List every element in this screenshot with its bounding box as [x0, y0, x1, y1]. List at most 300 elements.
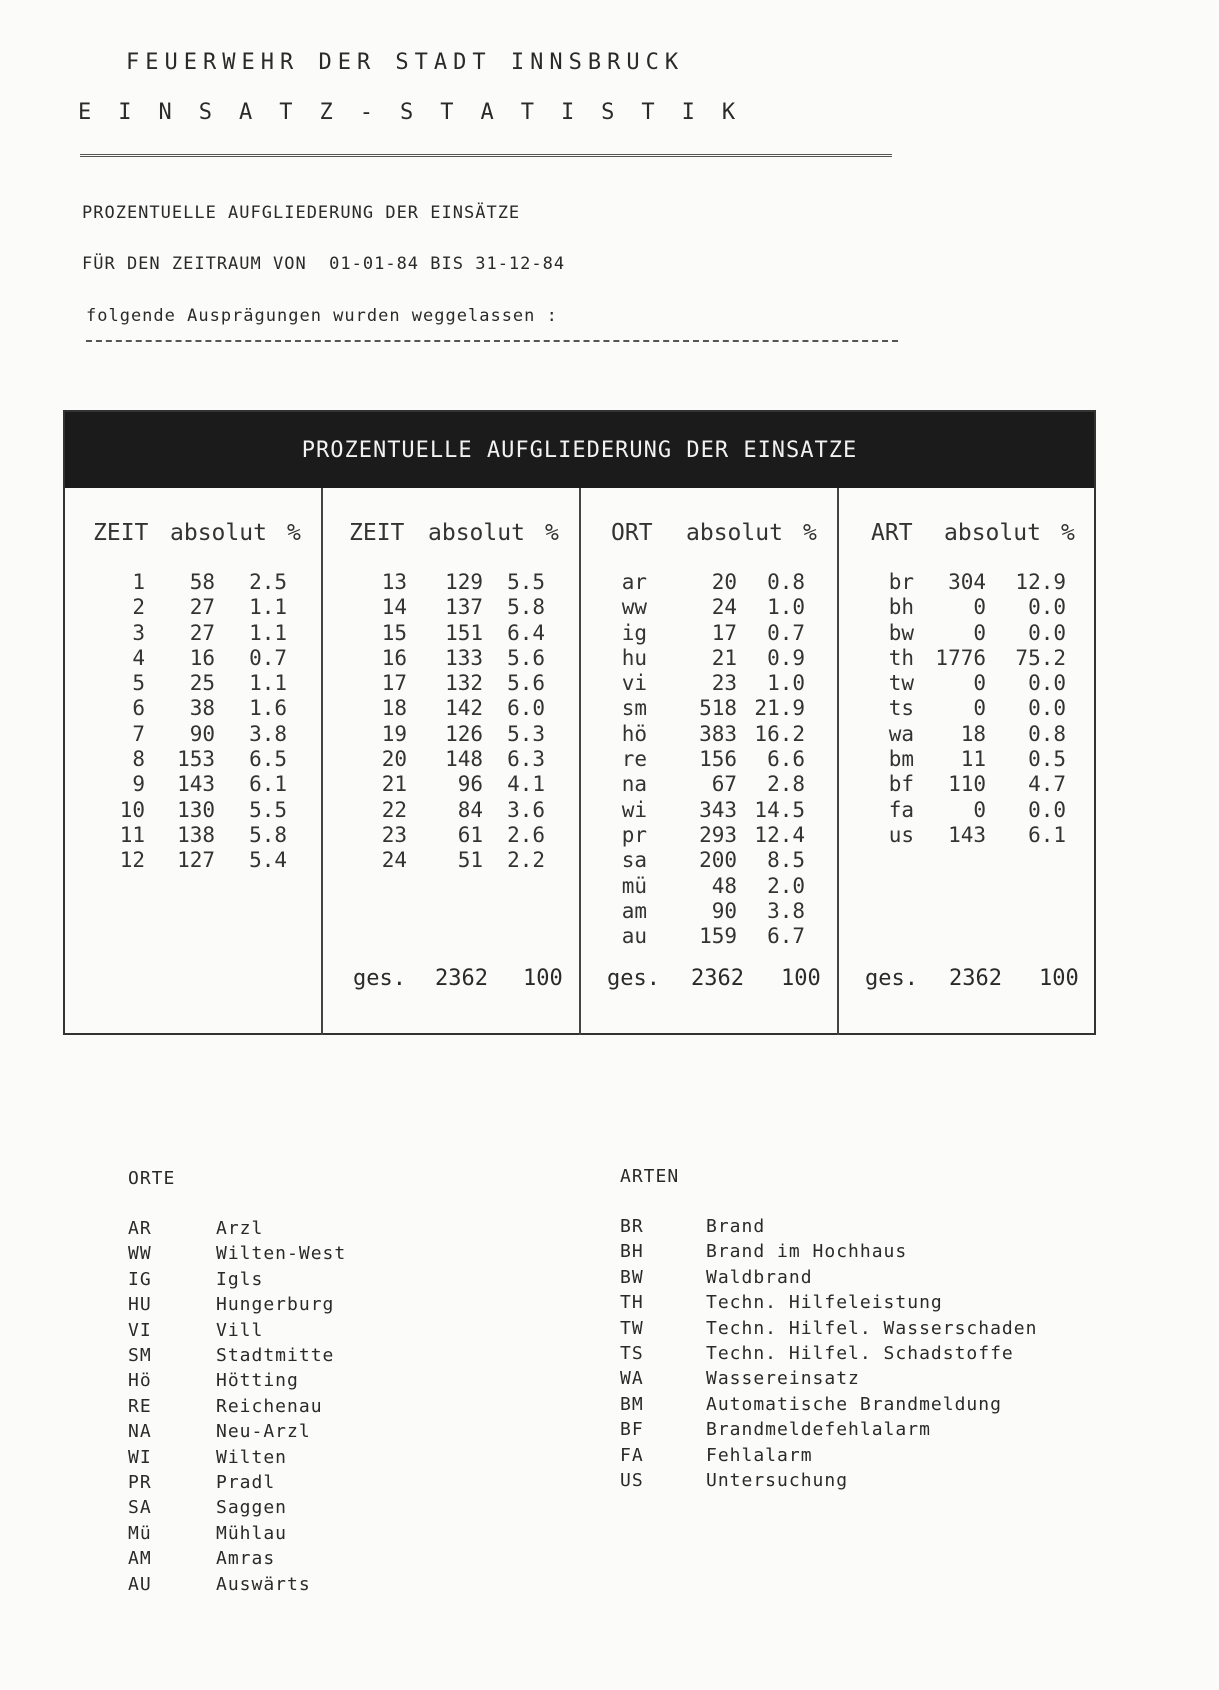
- legend-label: Vill: [216, 1319, 264, 1341]
- row-key: 5: [132, 671, 145, 696]
- row-key: bf: [888, 772, 914, 797]
- row-absolut: 21: [711, 645, 737, 670]
- row-absolut: 0: [973, 595, 986, 620]
- table-row: [323, 570, 579, 595]
- row-absolut: 11: [960, 747, 986, 772]
- row-absolut: 25: [189, 671, 215, 696]
- table-banner: PROZENTUELLE AUFGLIEDERUNG DER EINSATZE: [65, 412, 1094, 488]
- table-row: [323, 747, 579, 772]
- row-percent: 6.4: [507, 620, 545, 645]
- row-percent: 5.6: [507, 645, 545, 670]
- legend-code: WW: [128, 1243, 152, 1265]
- row-percent: 2.6: [507, 822, 545, 847]
- row-key: 2: [132, 595, 145, 620]
- header-key: ZEIT: [349, 520, 405, 546]
- row-percent: 3.6: [507, 797, 545, 822]
- table-row: [581, 621, 837, 646]
- row-key: re: [621, 747, 647, 772]
- row-absolut: 1776: [935, 645, 986, 670]
- table-row: [323, 772, 579, 797]
- table-row: [839, 621, 1094, 646]
- table-row: [65, 696, 321, 721]
- row-absolut: 24: [711, 595, 737, 620]
- row-percent: 1.0: [767, 595, 805, 620]
- table-row: [65, 798, 321, 823]
- legend-label: Saggen: [216, 1497, 288, 1519]
- row-percent: 6.3: [507, 747, 545, 772]
- row-percent: 1.1: [249, 671, 287, 696]
- row-percent: 0.5: [1028, 747, 1066, 772]
- row-key: 21: [381, 772, 407, 797]
- row-absolut: 18: [960, 721, 986, 746]
- legend-label: Waldbrand: [706, 1266, 813, 1288]
- row-key: pr: [621, 822, 647, 847]
- legend-code: US: [620, 1470, 644, 1491]
- row-percent: 6.6: [767, 747, 805, 772]
- total-absolut: 2362: [691, 966, 744, 991]
- legend-item: [128, 1548, 275, 1569]
- statistics-table: [63, 410, 1096, 1035]
- row-key: hu: [621, 645, 647, 670]
- row-absolut: 200: [699, 848, 737, 873]
- row-key: vi: [621, 671, 647, 696]
- row-absolut: 38: [189, 696, 215, 721]
- row-key: 23: [381, 822, 407, 847]
- row-percent: 2.8: [767, 772, 805, 797]
- legend-item: [620, 1419, 931, 1440]
- table-row: [65, 570, 321, 595]
- row-key: th: [888, 645, 914, 670]
- row-percent: 0.7: [767, 620, 805, 645]
- header-percent: %: [545, 520, 559, 546]
- row-percent: 0.0: [1028, 620, 1066, 645]
- row-key: 8: [132, 747, 145, 772]
- row-absolut: 151: [445, 620, 483, 645]
- legend-label: Wilten: [216, 1446, 288, 1468]
- row-absolut: 293: [699, 822, 737, 847]
- legend-item: [620, 1368, 860, 1389]
- legend-label: Stadtmitte: [216, 1345, 335, 1366]
- table-row: [65, 671, 321, 696]
- row-percent: 5.5: [507, 570, 545, 594]
- total-label: ges.: [353, 966, 406, 991]
- legend-label: Techn. Hilfel. Wasserschaden: [706, 1317, 1038, 1339]
- legend-item: [620, 1343, 1014, 1364]
- table-row: [323, 798, 579, 823]
- row-percent: 0.8: [767, 570, 805, 594]
- table-row: [581, 646, 837, 671]
- legend-label: Brand im Hochhaus: [706, 1241, 908, 1263]
- row-percent: 21.9: [754, 696, 805, 721]
- row-key: au: [621, 924, 647, 949]
- row-percent: 0.0: [1028, 595, 1066, 620]
- row-key: ts: [888, 696, 914, 721]
- legend-label: Brandmeldefehlalarm: [706, 1419, 931, 1441]
- legend-label: Reichenau: [216, 1395, 323, 1417]
- row-key: ig: [621, 620, 647, 645]
- row-percent: 6.5: [249, 747, 287, 772]
- row-key: bh: [888, 595, 914, 620]
- legend-code: TS: [620, 1343, 644, 1364]
- legend-item: [620, 1292, 943, 1313]
- period-line: FÜR DEN ZEITRAUM VON 01-01-84 BIS 31-12-84: [82, 254, 566, 274]
- legend-code: TW: [620, 1317, 644, 1339]
- legend-item: [128, 1574, 311, 1595]
- legend-code: FA: [620, 1444, 644, 1466]
- omitted-line: folgende Ausprägungen wurden weggelassen :: [86, 306, 558, 326]
- dashed-rule: [86, 340, 898, 342]
- legend-code: SA: [128, 1497, 152, 1519]
- row-percent: 5.8: [249, 822, 287, 847]
- row-key: 6: [132, 696, 145, 721]
- total-percent: 100: [781, 966, 821, 991]
- row-percent: 0.7: [249, 645, 287, 670]
- row-absolut: 20: [711, 570, 737, 594]
- table-row: [839, 595, 1094, 620]
- table-row: [581, 823, 837, 848]
- row-absolut: 343: [699, 797, 737, 822]
- legend-code: HU: [128, 1294, 152, 1316]
- total-absolut: 2362: [435, 966, 488, 991]
- total-percent: 100: [1039, 966, 1079, 991]
- legend-code: RE: [128, 1395, 152, 1417]
- legend-code: BM: [620, 1393, 644, 1415]
- legend-item: [620, 1241, 907, 1262]
- row-percent: 1.0: [767, 671, 805, 696]
- row-absolut: 0: [973, 696, 986, 721]
- legend-item: [620, 1267, 813, 1288]
- legend-item: [128, 1269, 263, 1290]
- row-key: sm: [621, 696, 647, 721]
- legend-label: Hötting: [216, 1370, 299, 1392]
- subtitle: PROZENTUELLE AUFGLIEDERUNG DER EINSÄTZE: [82, 203, 521, 223]
- row-key: 3: [132, 620, 145, 645]
- row-absolut: 142: [445, 696, 483, 721]
- row-percent: 2.2: [507, 848, 545, 873]
- row-key: 17: [381, 671, 407, 696]
- row-absolut: 143: [177, 772, 215, 797]
- row-percent: 8.5: [767, 848, 805, 873]
- zeit-column-1: [65, 488, 323, 1035]
- table-row: [839, 671, 1094, 696]
- table-row: [323, 595, 579, 620]
- arten-legend-title: ARTEN: [620, 1166, 680, 1187]
- row-percent: 5.5: [249, 797, 287, 822]
- row-key: 18: [381, 696, 407, 721]
- zeit-column-2: [323, 488, 581, 1035]
- row-absolut: 0: [973, 671, 986, 696]
- table-row: [581, 899, 837, 924]
- table-row: [839, 747, 1094, 772]
- art-column: [839, 488, 1094, 1035]
- row-absolut: 90: [711, 898, 737, 923]
- row-percent: 3.8: [767, 898, 805, 923]
- row-percent: 75.2: [1015, 645, 1066, 670]
- row-percent: 6.0: [507, 696, 545, 721]
- row-key: mü: [621, 873, 647, 898]
- row-absolut: 133: [445, 645, 483, 670]
- row-key: bw: [888, 620, 914, 645]
- row-key: 24: [381, 848, 407, 873]
- row-absolut: 0: [973, 797, 986, 822]
- row-absolut: 153: [177, 747, 215, 772]
- legend-label: Techn. Hilfel. Schadstoffe: [706, 1343, 1014, 1364]
- total-absolut: 2362: [949, 966, 1002, 991]
- legend-label: Untersuchung: [706, 1470, 849, 1491]
- legend-item: [128, 1370, 299, 1391]
- row-absolut: 48: [711, 873, 737, 898]
- legend-label: Hungerburg: [216, 1294, 335, 1316]
- table-row: [581, 848, 837, 873]
- table-row: [581, 671, 837, 696]
- row-absolut: 127: [177, 848, 215, 873]
- header-percent: %: [803, 520, 817, 546]
- table-row: [581, 924, 837, 949]
- row-percent: 2.5: [249, 570, 287, 594]
- row-percent: 14.5: [754, 797, 805, 822]
- row-key: fa: [888, 797, 914, 822]
- row-key: 7: [132, 721, 145, 746]
- legend-code: NA: [128, 1421, 152, 1443]
- legend-code: BW: [620, 1266, 644, 1288]
- row-absolut: 17: [711, 620, 737, 645]
- row-percent: 4.1: [507, 772, 545, 797]
- legend-label: Igls: [216, 1268, 264, 1290]
- double-rule: [80, 154, 892, 157]
- row-key: 9: [132, 772, 145, 797]
- table-row: [323, 671, 579, 696]
- row-key: hö: [621, 721, 647, 746]
- row-key: 1: [132, 570, 145, 594]
- row-percent: 3.8: [249, 721, 287, 746]
- row-percent: 6.1: [1028, 822, 1066, 847]
- row-percent: 1.1: [249, 595, 287, 620]
- row-absolut: 383: [699, 721, 737, 746]
- table-row: [839, 772, 1094, 797]
- legend-code: SM: [128, 1345, 152, 1366]
- legend-code: AM: [128, 1548, 152, 1570]
- row-key: bm: [888, 747, 914, 772]
- legend-label: Amras: [216, 1548, 276, 1570]
- table-row: [65, 722, 321, 747]
- row-key: us: [888, 822, 914, 847]
- row-key: sa: [621, 848, 647, 873]
- table-row: [581, 722, 837, 747]
- row-percent: 12.9: [1015, 570, 1066, 594]
- table-row: [581, 747, 837, 772]
- row-absolut: 129: [445, 570, 483, 594]
- row-percent: 2.0: [767, 873, 805, 898]
- header-key: ORT: [611, 520, 653, 546]
- row-absolut: 23: [711, 671, 737, 696]
- row-key: 16: [381, 645, 407, 670]
- table-row: [581, 798, 837, 823]
- legend-item: [620, 1394, 1002, 1415]
- row-absolut: 137: [445, 595, 483, 620]
- table-row: [65, 823, 321, 848]
- legend-label: Pradl: [216, 1472, 276, 1493]
- row-key: ar: [621, 570, 647, 594]
- table-row: [839, 823, 1094, 848]
- legend-code: Hö: [128, 1370, 152, 1392]
- table-row: [323, 848, 579, 873]
- table-row: [581, 595, 837, 620]
- row-key: 12: [119, 848, 145, 873]
- legend-label: Mühlau: [216, 1522, 288, 1544]
- header-absolut: absolut: [944, 520, 1041, 546]
- row-key: wa: [888, 721, 914, 746]
- row-percent: 5.4: [249, 848, 287, 873]
- legend-item: [620, 1445, 813, 1466]
- row-percent: 6.7: [767, 924, 805, 949]
- table-row: [839, 646, 1094, 671]
- row-absolut: 130: [177, 797, 215, 822]
- row-key: 22: [381, 797, 407, 822]
- row-key: ww: [621, 595, 647, 620]
- row-key: 13: [381, 570, 407, 594]
- row-key: 15: [381, 620, 407, 645]
- row-percent: 1.1: [249, 620, 287, 645]
- row-absolut: 110: [948, 772, 986, 797]
- header-absolut: absolut: [170, 520, 267, 546]
- row-absolut: 58: [189, 570, 215, 594]
- row-percent: 16.2: [754, 721, 805, 746]
- table-row: [65, 621, 321, 646]
- legend-item: [128, 1320, 263, 1341]
- legend-label: Neu-Arzl: [216, 1421, 311, 1443]
- row-percent: 0.0: [1028, 671, 1066, 696]
- legend-item: [128, 1421, 311, 1442]
- table-row: [581, 696, 837, 721]
- legend-code: PR: [128, 1472, 152, 1493]
- table-row: [323, 646, 579, 671]
- table-row: [839, 798, 1094, 823]
- row-absolut: 0: [973, 620, 986, 645]
- legend-item: [128, 1218, 263, 1239]
- table-row: [839, 696, 1094, 721]
- legend-item: [128, 1472, 275, 1493]
- legend-item: [620, 1318, 1037, 1339]
- header-key: ART: [871, 520, 913, 546]
- row-percent: 12.4: [754, 822, 805, 847]
- row-absolut: 148: [445, 747, 483, 772]
- row-absolut: 518: [699, 696, 737, 721]
- row-key: 14: [381, 595, 407, 620]
- row-percent: 0.9: [767, 645, 805, 670]
- table-row: [65, 772, 321, 797]
- row-absolut: 138: [177, 822, 215, 847]
- legend-label: Brand: [706, 1216, 766, 1237]
- row-absolut: 96: [457, 772, 483, 797]
- legend-code: AU: [128, 1573, 152, 1595]
- legend-code: WI: [128, 1446, 152, 1468]
- legend-label: Wilten-West: [216, 1243, 347, 1265]
- org-title: FEUERWEHR DER STADT INNSBRUCK: [126, 50, 685, 75]
- row-percent: 1.6: [249, 696, 287, 721]
- header-key: ZEIT: [93, 520, 149, 546]
- row-key: am: [621, 898, 647, 923]
- row-key: na: [621, 772, 647, 797]
- legend-item: [620, 1470, 848, 1491]
- row-percent: 4.7: [1028, 772, 1066, 797]
- row-key: br: [888, 570, 914, 594]
- table-row: [323, 696, 579, 721]
- table-row: [581, 772, 837, 797]
- total-label: ges.: [865, 966, 918, 991]
- row-percent: 0.0: [1028, 797, 1066, 822]
- row-absolut: 304: [948, 570, 986, 594]
- row-key: 11: [119, 822, 145, 847]
- legend-item: [128, 1294, 334, 1315]
- table-row: [65, 747, 321, 772]
- total-label: ges.: [607, 966, 660, 991]
- table-row: [581, 570, 837, 595]
- row-key: 19: [381, 721, 407, 746]
- legend-code: BR: [620, 1216, 644, 1237]
- row-absolut: 16: [189, 645, 215, 670]
- table-row: [839, 570, 1094, 595]
- row-percent: 5.6: [507, 671, 545, 696]
- row-percent: 0.8: [1028, 721, 1066, 746]
- row-key: 20: [381, 747, 407, 772]
- table-row: [323, 823, 579, 848]
- row-percent: 5.3: [507, 721, 545, 746]
- legend-code: Mü: [128, 1522, 152, 1544]
- legend-label: Wassereinsatz: [706, 1368, 860, 1390]
- row-absolut: 84: [457, 797, 483, 822]
- legend-label: Techn. Hilfeleistung: [706, 1292, 943, 1314]
- row-absolut: 27: [189, 620, 215, 645]
- header-absolut: absolut: [686, 520, 783, 546]
- row-absolut: 51: [457, 848, 483, 873]
- legend-code: VI: [128, 1319, 152, 1341]
- row-absolut: 61: [457, 822, 483, 847]
- row-absolut: 132: [445, 671, 483, 696]
- legend-code: AR: [128, 1218, 152, 1239]
- row-absolut: 27: [189, 595, 215, 620]
- table-row: [581, 874, 837, 899]
- legend-code: WA: [620, 1368, 644, 1390]
- legend-label: Auswärts: [216, 1573, 311, 1595]
- row-absolut: 126: [445, 721, 483, 746]
- legend-code: BH: [620, 1241, 644, 1263]
- legend-item: [128, 1345, 334, 1366]
- row-key: wi: [621, 797, 647, 822]
- legend-label: Arzl: [216, 1218, 264, 1239]
- row-key: tw: [888, 671, 914, 696]
- row-absolut: 143: [948, 822, 986, 847]
- legend-item: [620, 1216, 765, 1237]
- row-absolut: 90: [189, 721, 215, 746]
- legend-label: Automatische Brandmeldung: [706, 1393, 1002, 1415]
- total-percent: 100: [523, 966, 563, 991]
- table-row: [839, 722, 1094, 747]
- legend-label: Fehlalarm: [706, 1444, 813, 1466]
- legend-code: BF: [620, 1419, 644, 1441]
- row-percent: 0.0: [1028, 696, 1066, 721]
- row-key: 10: [119, 797, 145, 822]
- orte-legend-title: ORTE: [128, 1168, 176, 1189]
- table-row: [65, 595, 321, 620]
- table-row: [323, 621, 579, 646]
- row-absolut: 67: [711, 772, 737, 797]
- legend-item: [128, 1523, 287, 1544]
- row-percent: 6.1: [249, 772, 287, 797]
- legend-code: TH: [620, 1292, 644, 1314]
- table-row: [65, 848, 321, 873]
- row-percent: 5.8: [507, 595, 545, 620]
- header-percent: %: [287, 520, 301, 546]
